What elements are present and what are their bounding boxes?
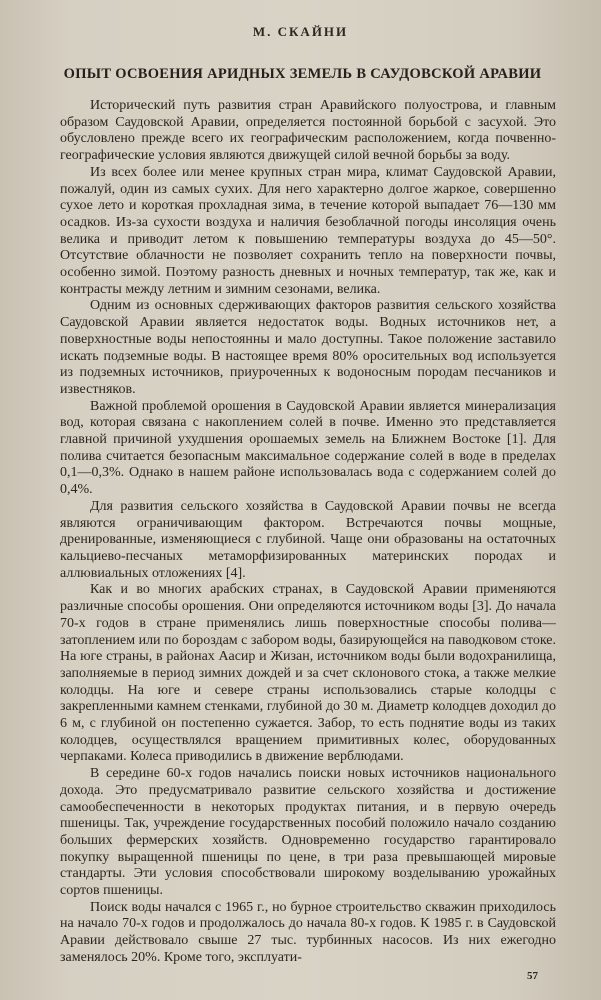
paragraph-1: Исторический путь развития стран Аравийского полуострова, и главным образом Саудовской Аравии, определяется постоянной борьбой с засухой. Это обусловлено прежде всего их географическим расположением, когда почвенно-географические условия являются движущей силой вечной борьбы за воду. <box>60 98 556 164</box>
paragraph-8: Поиск воды начался с 1965 г., но бурное строительство скважин приходилось на начало 70-х годов и продолжалось до начала 80-х годов. К 1985 г. в Саудовской Аравии действовало свыше 27 тыс. турбинных насосов. Из них ежегодно заменялось 20%. Кроме того, эксплуати- <box>60 899 556 965</box>
page-number: 57 <box>527 970 538 982</box>
paragraph-7: В середине 60-х годов начались поиски новых источников национального дохода. Это предусматривало развитие сельского хозяйства и достижение самообеспеченности в некоторых продуктах питания, и в первую очередь пшеницы. Так, учреждение государственных пособий положило начало созданию больших фермерских хозяйств. Одновременно государство гарантировало покупку выращенной пшеницы по цене, в три раза превышающей мировые стандарты. Эти условия способствовали широкому возделыванию урожайных сортов пшеницы. <box>60 766 556 899</box>
article-body <box>60 98 556 967</box>
paragraph-3: Одним из основных сдерживающих факторов развития сельского хозяйства Саудовской Аравии является недостаток воды. Водных источников нет, а поверхностные воды непостоянны и мало доступны. Такое положение заставило искать подземные воды. В настоящее время 80% оросительных вод используется из подземных источников, приуроченных к водоносным породам песчаников и известняков. <box>60 298 556 397</box>
paragraph-4: Важной проблемой орошения в Саудовской Аравии является минерализация вод, которая связана с накоплением солей в почве. Именно это представляется главной причиной ухудшения орошаемых земель на Ближнем Востоке [1]. Для полива считается безопасным максимальное содержание солей в воде в пределах 0,1—0,3%. Однако в нашем районе использовалась вода с содержанием солей до 0,4%. <box>60 398 556 498</box>
author-name: М. СКАЙНИ <box>252 24 349 39</box>
paragraph-6: Как и во многих арабских странах, в Саудовской Аравии применяются различные способы орошения. Они определяются источником воды [3]. До начала 70-х годов в стране применялись лишь поверхностные способы полива—затоплением или по бороздам с забором воды, базирующейся на паводковом стоке. На юге страны, в районах Аасир и Жизан, источником воды были водохранилища, заполняемые в период зимних дождей и за счет склонового стока, а также мелкие колодцы. На юге и севере страны использовались старые колодцы с закрепленными камнем стенками, глубиной до 30 м. Диаметр колодцев доходил до 6 м, с глубиной он постепенно сужается. Забор, то есть поднятие воды из таких колодцев, осуществлялся вращением примитивных колес, оборудованных черпаками. Колеса приводились в движение верблюдами. <box>60 582 556 765</box>
article-title: ОПЫТ ОСВОЕНИЯ АРИДНЫХ ЗЕМЕЛЬ В САУДОВСКОЙ АРАВИИ <box>63 66 542 82</box>
paragraph-2: Из всех более или менее крупных стран мира, климат Саудовской Аравии, пожалуй, один из самых сухих. Для него характерно долгое жаркое, совершенно сухое лето и короткая прохладная зима, в течение которой выпадает 76—130 мм осадков. Из-за сухости воздуха и наличия безоблачной погоды инсоляция очень велика и приводит летом к повышению температуры воздуха до 45—50°. Отсутствие облачности не позволяет сохранить тепло на поверхности почвы, особенно зимой. Поэтому разность дневных и ночных температур, так же, как и контрасты между летним и зимним сезонами, велика. <box>60 164 556 297</box>
paragraph-5: Для развития сельского хозяйства в Саудовской Аравии почвы не всегда являются ограничивающим фактором. Встречаются почвы мощные, дренированные, изменяющиеся с глубиной. Чаще они образованы на остаточных кальциево-песчаных метаморфизированных материнских породах и аллювиальных отложениях [4]. <box>60 498 556 581</box>
